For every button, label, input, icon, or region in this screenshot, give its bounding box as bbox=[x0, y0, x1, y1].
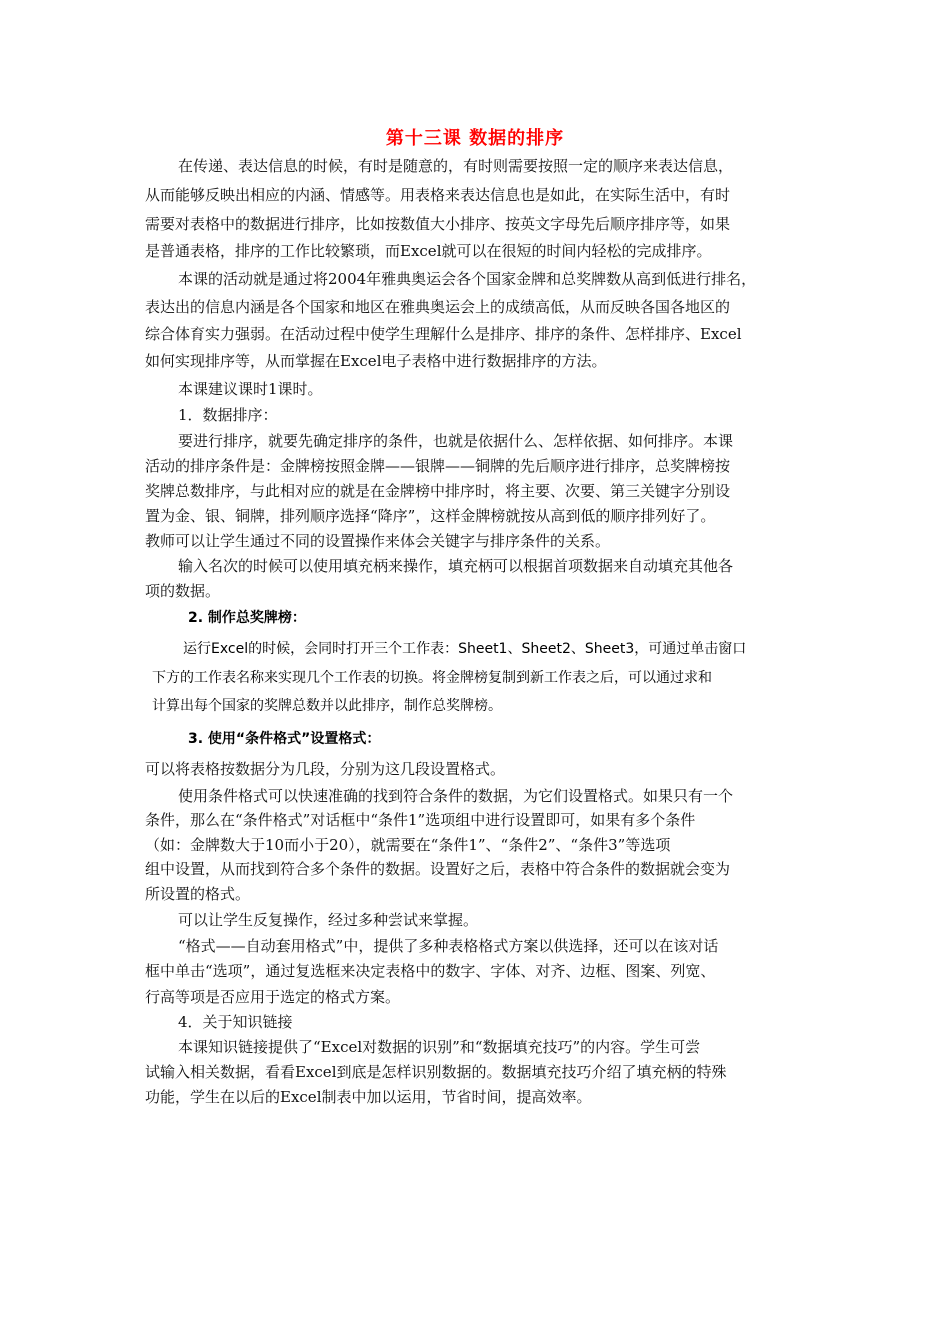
text-line: 框中单击“选项”，通过复选框来决定表格中的数字、字体、对齐、边框、图案、列宽、 bbox=[145, 962, 716, 980]
text-line: （如：金牌数大于10而小于20），就需要在“条件1”、“条件2”、“条件3”等选项 bbox=[145, 836, 671, 854]
section-heading: 2. 制作总奖牌榜： bbox=[188, 610, 306, 626]
text-line: 本课建议课时1课时。 bbox=[178, 380, 323, 398]
text-line: 需要对表格中的数据进行排序，比如按数值大小排序、按英文字母先后顺序排序等，如果 bbox=[145, 215, 731, 233]
text-line: 奖牌总数排序，与此相对应的就是在金牌榜中排序时，将主要、次要、第三关键字分别设 bbox=[145, 482, 731, 500]
text-line: 置为金、银、铜牌，排列顺序选择“降序”，这样金牌榜就按从高到低的顺序排列好了。 bbox=[145, 507, 716, 525]
section-heading: 3. 使用“条件格式”设置格式： bbox=[188, 731, 381, 747]
text-line: “格式——自动套用格式”中，提供了多种表格格式方案以供选择，还可以在该对话 bbox=[178, 937, 719, 955]
text-line: 表达出的信息内涵是各个国家和地区在雅典奥运会上的成绩高低，从而反映各国各地区的 bbox=[145, 298, 731, 316]
text-line: 要进行排序，就要先确定排序的条件，也就是依据什么、怎样依据、如何排序。本课 bbox=[178, 432, 734, 450]
text-line: 所设置的格式。 bbox=[145, 885, 251, 903]
text-line: 本课的活动就是通过将2004年雅典奥运会各个国家金牌和总奖牌数从高到低进行排名， bbox=[178, 270, 757, 288]
document-title: 第十三课 数据的排序 bbox=[385, 128, 565, 149]
text-line: 综合体育实力强弱。在活动过程中使学生理解什么是排序、排序的条件、怎样排序、Excel bbox=[145, 325, 742, 343]
text-line: 试输入相关数据，看看Excel到底是怎样识别数据的。数据填充技巧介绍了填充柄的特殊 bbox=[145, 1063, 727, 1081]
text-line: 使用条件格式可以快速准确的找到符合条件的数据，为它们设置格式。如果只有一个 bbox=[178, 787, 734, 805]
text-line: 从而能够反映出相应的内涵、情感等。用表格来表达信息也是如此，在实际生活中，有时 bbox=[145, 186, 731, 204]
section-heading: 4．关于知识链接 bbox=[178, 1013, 293, 1031]
text-line: 活动的排序条件是：金牌榜按照金牌——银牌——铜牌的先后顺序进行排序，总奖牌榜按 bbox=[145, 457, 731, 475]
text-line: 本课知识链接提供了“Excel对数据的识别”和“数据填充技巧”的内容。学生可尝 bbox=[178, 1038, 701, 1056]
text-line: 输入名次的时候可以使用填充柄来操作，填充柄可以根据首项数据来自动填充其他各 bbox=[178, 557, 734, 575]
text-line: 功能，学生在以后的Excel制表中加以运用，节省时间，提高效率。 bbox=[145, 1088, 592, 1106]
text-line: 下方的工作表名称来实现几个工作表的切换。将金牌榜复制到新工作表之后，可以通过求和 bbox=[152, 670, 712, 686]
text-line: 可以让学生反复操作，经过多种尝试来掌握。 bbox=[178, 911, 479, 929]
text-line: 是普通表格，排序的工作比较繁琐，而Excel就可以在很短的时间内轻松的完成排序。 bbox=[145, 242, 712, 260]
text-line: 组中设置，从而找到符合多个条件的数据。设置好之后，表格中符合条件的数据就会变为 bbox=[145, 860, 731, 878]
text-line: 如何实现排序等，从而掌握在Excel电子表格中进行数据排序的方法。 bbox=[145, 352, 607, 370]
text-line: 教师可以让学生通过不同的设置操作来体会关键字与排序条件的关系。 bbox=[145, 532, 611, 550]
text-line: 行高等项是否应用于选定的格式方案。 bbox=[145, 988, 401, 1006]
text-line: 计算出每个国家的奖牌总数并以此排序，制作总奖牌榜。 bbox=[152, 698, 502, 714]
text-line: 可以将表格按数据分为几段，分别为这几段设置格式。 bbox=[145, 760, 506, 778]
text-line: 条件，那么在“条件格式”对话框中“条件1”选项组中进行设置即可，如果有多个条件 bbox=[145, 811, 696, 829]
section-heading: 1．数据排序： bbox=[178, 406, 278, 424]
text-line: 在传递、表达信息的时候，有时是随意的，有时则需要按照一定的顺序来表达信息， bbox=[178, 157, 734, 175]
text-line: 运行Excel的时候，会同时打开三个工作表：Sheet1、Sheet2、Sheet3，可通过单击窗口 bbox=[183, 641, 747, 657]
text-line: 项的数据。 bbox=[145, 582, 221, 600]
